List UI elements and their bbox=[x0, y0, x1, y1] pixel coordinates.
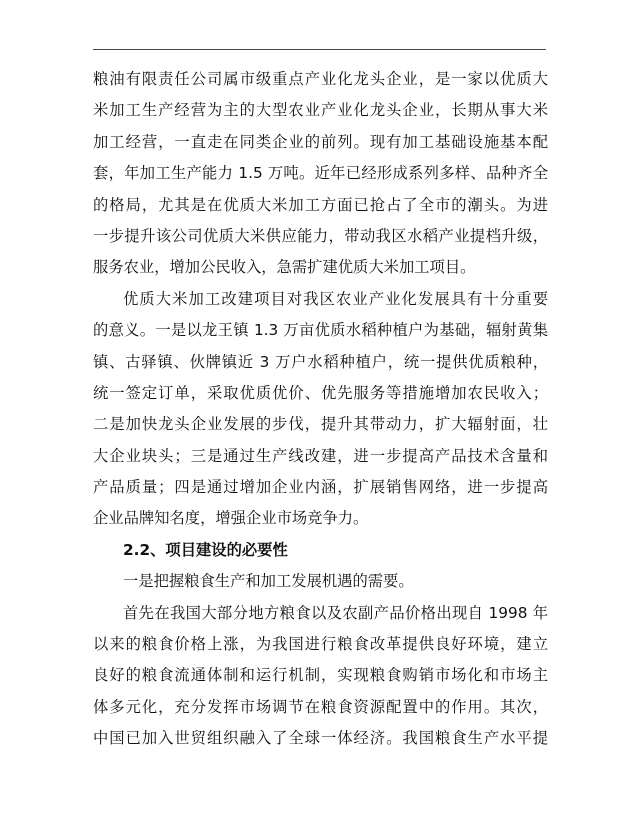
text-line: 一步提升该公司优质大米供应能力，带动我区水稻产业提档升级， bbox=[93, 226, 548, 245]
paragraph-company-profile bbox=[93, 64, 548, 284]
text-line: 大企业块头；三是通过生产线改建，进一步提高产品技术含量和 bbox=[93, 446, 548, 465]
text-line: 粮油有限责任公司属市级重点产业化龙头企业，是一家以优质大 bbox=[93, 70, 548, 88]
text-line: 的意义。一是以龙王镇 1.3 万亩优质水稻种植户为基础，辐射黄集 bbox=[93, 321, 548, 340]
header-rule bbox=[93, 49, 546, 50]
text-line: 二是加快龙头企业发展的步伐，提升其带动力，扩大辐射面，壮 bbox=[93, 415, 548, 434]
paragraph-grain-opportunity bbox=[93, 566, 548, 597]
text-line: 企业品牌知名度，增强企业市场竞争力。 bbox=[93, 509, 369, 528]
text-line: 镇、古驿镇、伙牌镇近 3 万户水稻种植户，统一提供优质粮种， bbox=[93, 352, 548, 371]
text-line: 加工经营，一直走在同类企业的前列。现有加工基础设施基本配 bbox=[93, 132, 548, 151]
text-line: 服务农业，增加公民收入，急需扩建优质大米加工项目。 bbox=[93, 258, 476, 277]
text-line: 统一签定订单，采取优质优价、优先服务等措施增加农民收入； bbox=[93, 383, 548, 402]
document-body bbox=[93, 64, 548, 755]
text-line: 良好的粮食流通体制和运行机制，实现粮食购销市场化和市场主 bbox=[93, 666, 548, 685]
text-line: 米加工生产经营为主的大型农业产业化龙头企业，长期从事大米 bbox=[93, 101, 548, 120]
text-line: 一是把握粮食生产和加工发展机遇的需要。 bbox=[123, 572, 414, 591]
section-heading: 2.2、项目建设的必要性 bbox=[123, 540, 288, 559]
text-line: 套，年加工生产能力 1.5 万吨。近年已经形成系列多样、品种齐全 bbox=[93, 164, 548, 183]
paragraph-grain-reform bbox=[93, 598, 548, 755]
text-line: 以来的粮食价格上涨，为我国进行粮食改革提供良好环境，建立 bbox=[93, 635, 548, 654]
text-line: 体多元化，充分发挥市场调节在粮食资源配置中的作用。其次， bbox=[93, 697, 548, 716]
paragraph-project-significance bbox=[93, 284, 548, 535]
text-line: 优质大米加工改建项目对我区农业产业化发展具有十分重要 bbox=[123, 289, 548, 308]
text-line: 中国已加入世贸组织融入了全球一体经济。我国粮食生产水平提 bbox=[93, 729, 548, 748]
text-line: 的格局，尤其是在优质大米加工方面已抢占了全市的潮头。为进 bbox=[93, 195, 548, 214]
text-line: 首先在我国大部分地方粮食以及农副产品价格出现自 1998 年 bbox=[123, 603, 548, 622]
text-line: 产品质量；四是通过增加企业内涵，扩展销售网络，进一步提高 bbox=[93, 478, 548, 497]
